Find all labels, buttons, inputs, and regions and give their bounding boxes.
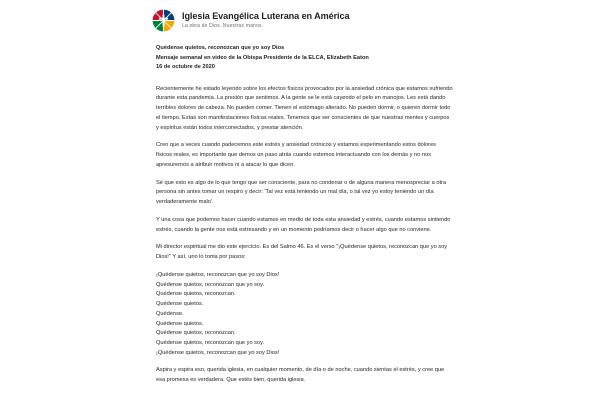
litany-line: Quédense quietos, reconozcan.	[156, 291, 236, 298]
document-body	[156, 44, 453, 394]
litany-line: Quédense quietos.	[156, 301, 204, 308]
litany-line: ¡Quédense quietos, reconozcan que yo soy Dios!	[156, 349, 280, 356]
elca-cross-logo-icon	[152, 9, 175, 32]
document-subtitle: Mensaje semanal en video de la Obispa Presidente de la ELCA, Elizabeth Eaton	[156, 54, 369, 61]
litany-line: Quédense quietos, reconozcan que yo soy.	[156, 339, 265, 346]
organization-tagline: La obra de Dios. Nuestras manos.	[182, 23, 264, 30]
litany-line: Quédense quietos, reconozcan que yo soy.	[156, 281, 265, 288]
litany-line: ¡Quédense quietos, reconozcan que yo soy Dios!	[156, 271, 280, 278]
litany-line: Quédense quietos, reconozcan.	[156, 330, 236, 337]
closing-paragraph: Aspira y espira eso, querida iglesia, en cualquier momento, de día o de noche, cuando sientas el estrés, y cree que esa promesa es verdadera. Que estés bien, querida iglesia.	[156, 367, 445, 384]
paragraph: Mi director espiritual me dio este ejercicio. Es del Salmo 46. Es el verso "¡Quédense quietos, reconozcan que yo soy Dios!" Y así, uno lo toma por pasos:	[156, 244, 448, 261]
title-block	[156, 44, 453, 73]
litany-list	[156, 271, 453, 358]
paragraph: Recientemente he estado leyendo sobre los efectos físicos provocados por la ansiedad crónica que estamos sufriendo durante esta pandemia. La presión que sentimos. A la gente se le está cayendo el pelo en manojos. Les está dando terribles dolores de cabeza. No pueden comer. Tienen el estómago alterado. No pueden dormir, o quieren dormir todo el tiempo. Estas son manifestaciones físicas reales. Tenemos que ser conscientes de que nuestras mentes y cuerpos y espíritus están todos interconectados, y prestar atención.	[156, 85, 453, 131]
document-title: Quédense quietos, reconozcan que yo soy Dios	[156, 45, 285, 51]
paragraph: Creo que a veces cuando padecemos este estrés y ansiedad crónicos y estamos experimentando estos dolores físicos reales, es importante que demos un paso atrás cuando estemos interactuando con los demás y no nos apresuremos a atribuir motivos ni a atacar lo que dicen.	[156, 142, 436, 168]
litany-line: Quédense.	[156, 310, 184, 317]
paragraph: Y una cosa que podemos hacer cuando estamos en medio de toda esta ansiedad y estrés, cuando estamos sintiendo estrés, cuando la gente nos está estresando y en un momento podríamos decir o hacer algo que no conviene.	[156, 216, 451, 233]
brand-text	[182, 12, 349, 29]
organization-name: Iglesia Evangélica Luterana en América	[182, 10, 350, 21]
letterhead	[152, 9, 349, 32]
litany-line: Quédense quietos.	[156, 320, 204, 327]
document-date: 16 de octubre de 2020	[156, 64, 215, 71]
paragraph: Sé que esto es algo de lo que tengo que ser consciente, para no condenar o de alguna manera menospreciar a otra persona sin antes tomar un respiro y decir: 'Tal vez está teniendo un mal día, o tal vez yo estoy teniendo un día verdaderamente malo'.	[156, 179, 447, 206]
